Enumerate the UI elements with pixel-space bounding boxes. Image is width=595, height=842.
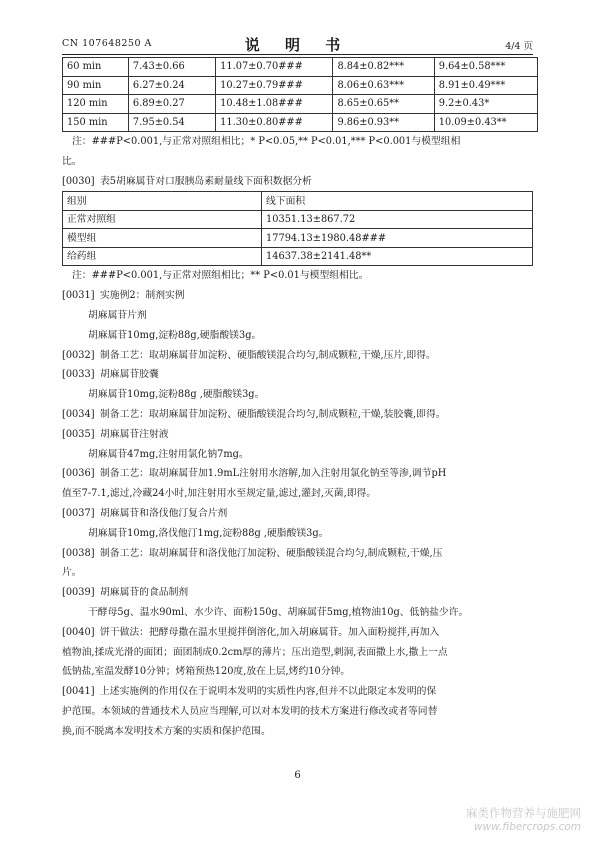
header-rule [62, 54, 533, 55]
para-number: [0036] [62, 468, 95, 480]
table-row [63, 229, 533, 248]
table-row [63, 95, 538, 114]
para-0036 [62, 464, 538, 484]
para-0038 [62, 544, 538, 564]
table-cell: 60 min [63, 58, 129, 77]
para-0041-line2: 护范围。本领域的普通技术人员应当理解,可以对本发明的技术方案进行修改或者等同替 [62, 705, 438, 717]
para-number: [0041] [62, 686, 95, 698]
table-cell: 6.89±0.27 [128, 95, 215, 114]
table-cell: 线下面积 [262, 192, 533, 211]
table-row [63, 247, 533, 266]
example-heading: 实施例2：制剂实例 [100, 290, 185, 302]
para-0037 [62, 504, 538, 524]
table2-caption: 表5胡麻属苷对口服胰岛素耐量线下面积数据分析 [100, 175, 312, 187]
table-row [63, 113, 538, 132]
para-0041-line3: 换,而不脱离本发明技术方案的实质和保护范围。 [62, 725, 271, 737]
para-0038-line2: 片。 [62, 567, 82, 579]
para-0040 [62, 623, 538, 643]
food-heading: 胡麻属苷的食品制剂 [100, 587, 189, 599]
table-cell: 11.30±0.80### [216, 113, 333, 132]
tablet-heading: 胡麻属苷片剂 [88, 309, 147, 321]
para-0031 [62, 286, 538, 306]
table-row [63, 58, 538, 77]
para-number: [0030] [62, 175, 95, 187]
para-0041 [62, 682, 538, 702]
para-number: [0039] [62, 587, 95, 599]
tablet-formula: 胡麻属苷10mg,淀粉88g,硬脂酸镁3g。 [88, 329, 262, 341]
table-row [63, 192, 533, 211]
table-cell: 150 min [63, 113, 129, 132]
page-indicator: 4/4 页 [505, 41, 533, 52]
table-cell: 90 min [63, 76, 129, 95]
para-number: [0031] [62, 290, 95, 302]
table1-note-line2: 比。 [62, 155, 82, 167]
table-row [63, 210, 533, 229]
table-cell: 9.86±0.93** [333, 113, 434, 132]
para-text-line1: 饼干做法：把酵母撒在温水里搅拌倒溶化,加入胡麻属苷。加入面粉搅拌,再加入 [100, 626, 440, 638]
para-0033 [62, 365, 538, 385]
table-cell: 10.09±0.43** [434, 113, 537, 132]
para-number: [0034] [62, 408, 95, 420]
para-number: [0038] [62, 547, 95, 559]
para-0035 [62, 425, 538, 445]
para-text-line1: 制备工艺：取胡麻属苷和洛伐他汀加淀粉、硬脂酸镁混合均匀,制成颗粒,干燥,压 [100, 547, 443, 559]
para-number: [0032] [62, 349, 95, 361]
site-watermark [466, 806, 581, 834]
table-cell: 10.48±1.08### [216, 95, 333, 114]
table-cell: 14637.38±2141.48** [262, 247, 533, 266]
para-text: 制备工艺：取胡麻属苷加淀粉、硬脂酸镁混合均匀,制成颗粒,干燥,压片,即得。 [100, 349, 436, 361]
table1-note-line1: 注：###P<0.001,与正常对照组相比；* P<0.05,** P<0.01,*** P<0.001与模型组相 [72, 136, 461, 147]
table-row [63, 76, 538, 95]
table-cell: 7.95±0.54 [128, 113, 215, 132]
para-0039 [62, 583, 538, 603]
page-number: 6 [294, 770, 301, 781]
publication-number: CN 107648250 A [62, 38, 152, 49]
table-cell: 10351.13±867.72 [262, 210, 533, 229]
compound-heading: 胡麻属苷和洛伐他汀复合片剂 [100, 507, 228, 519]
table-cell: 8.91±0.49*** [434, 76, 537, 95]
page-header [62, 34, 533, 54]
document-title: 说 明 书 [244, 36, 351, 54]
table-cell: 120 min [63, 95, 129, 114]
table-cell: 6.27±0.24 [128, 76, 215, 95]
table-cell: 8.06±0.63*** [333, 76, 434, 95]
table-cell: 7.43±0.66 [128, 58, 215, 77]
para-text: 制备工艺：取胡麻属苷加淀粉、硬脂酸镁混合均匀,制成颗粒,干燥,装胶囊,即得。 [100, 408, 446, 420]
glucose-table [62, 57, 538, 132]
food-formula: 干酵母5g、温水90ml、水少许、面粉150g、胡麻属苷5mg,植物油10g、低钠盐少许。 [88, 606, 469, 618]
table-cell: 正常对照组 [63, 210, 262, 229]
injection-heading: 胡麻属苷注射液 [100, 428, 169, 440]
table-cell: 11.07±0.70### [216, 58, 333, 77]
watermark-site-name: 麻类作物营养与施肥网 [466, 806, 581, 820]
document-body [62, 57, 538, 742]
table2-note: 注：###P<0.001,与正常对照组相比；** P<0.01与模型组相比。 [72, 270, 369, 282]
table-cell: 9.2±0.43* [434, 95, 537, 114]
para-number: [0037] [62, 507, 95, 519]
para-0034 [62, 405, 538, 425]
table-cell: 9.64±0.58*** [434, 58, 537, 77]
table-cell: 模型组 [63, 229, 262, 248]
compound-formula: 胡麻属苷10mg,洛伐他汀1mg,淀粉88g ,硬脂酸镁3g。 [88, 527, 329, 539]
para-text-line1: 上述实施例的作用仅在于说明本发明的实质性内容,但并不以此限定本发明的保 [100, 686, 437, 698]
table-cell: 10.27±0.79### [216, 76, 333, 95]
table-cell: 给药组 [63, 247, 262, 266]
para-0032 [62, 346, 538, 366]
capsule-heading: 胡麻属苷胶囊 [100, 369, 159, 381]
para-number: [0040] [62, 626, 95, 638]
para-0040-line3: 低钠盐,室温发酵10分钟；烤箱预热120度,放在上层,烤约10分钟。 [62, 666, 351, 678]
auc-table [62, 191, 533, 266]
para-0030 [62, 172, 538, 192]
capsule-formula: 胡麻属苷10mg,淀粉88g ,硬脂酸镁3g。 [88, 389, 265, 401]
injection-formula: 胡麻属苷47mg,注射用氯化钠7mg。 [88, 448, 249, 460]
table-cell: 8.65±0.65** [333, 95, 434, 114]
para-0040-line2: 植物油,揉成光滑的面团；面团制成0.2cm厚的薄片；压出造型,刺洞,表面撒上水,撒上一点 [62, 646, 448, 658]
para-number: [0035] [62, 428, 95, 440]
para-number: [0033] [62, 369, 95, 381]
para-text-line1: 制备工艺：取胡麻属苷加1.9mL注射用水溶解,加入注射用氯化钠至等渗,调节pH [100, 468, 447, 480]
table-cell: 8.84±0.82*** [333, 58, 434, 77]
table-cell: 17794.13±1980.48### [262, 229, 533, 248]
watermark-url: www.fibercrops.com [473, 821, 581, 833]
table-cell: 组别 [63, 192, 262, 211]
para-0036-line2: 值至7-7.1,滤过,冷藏24小时,加注射用水至规定量,滤过,灌封,灭菌,即得。 [62, 488, 377, 500]
